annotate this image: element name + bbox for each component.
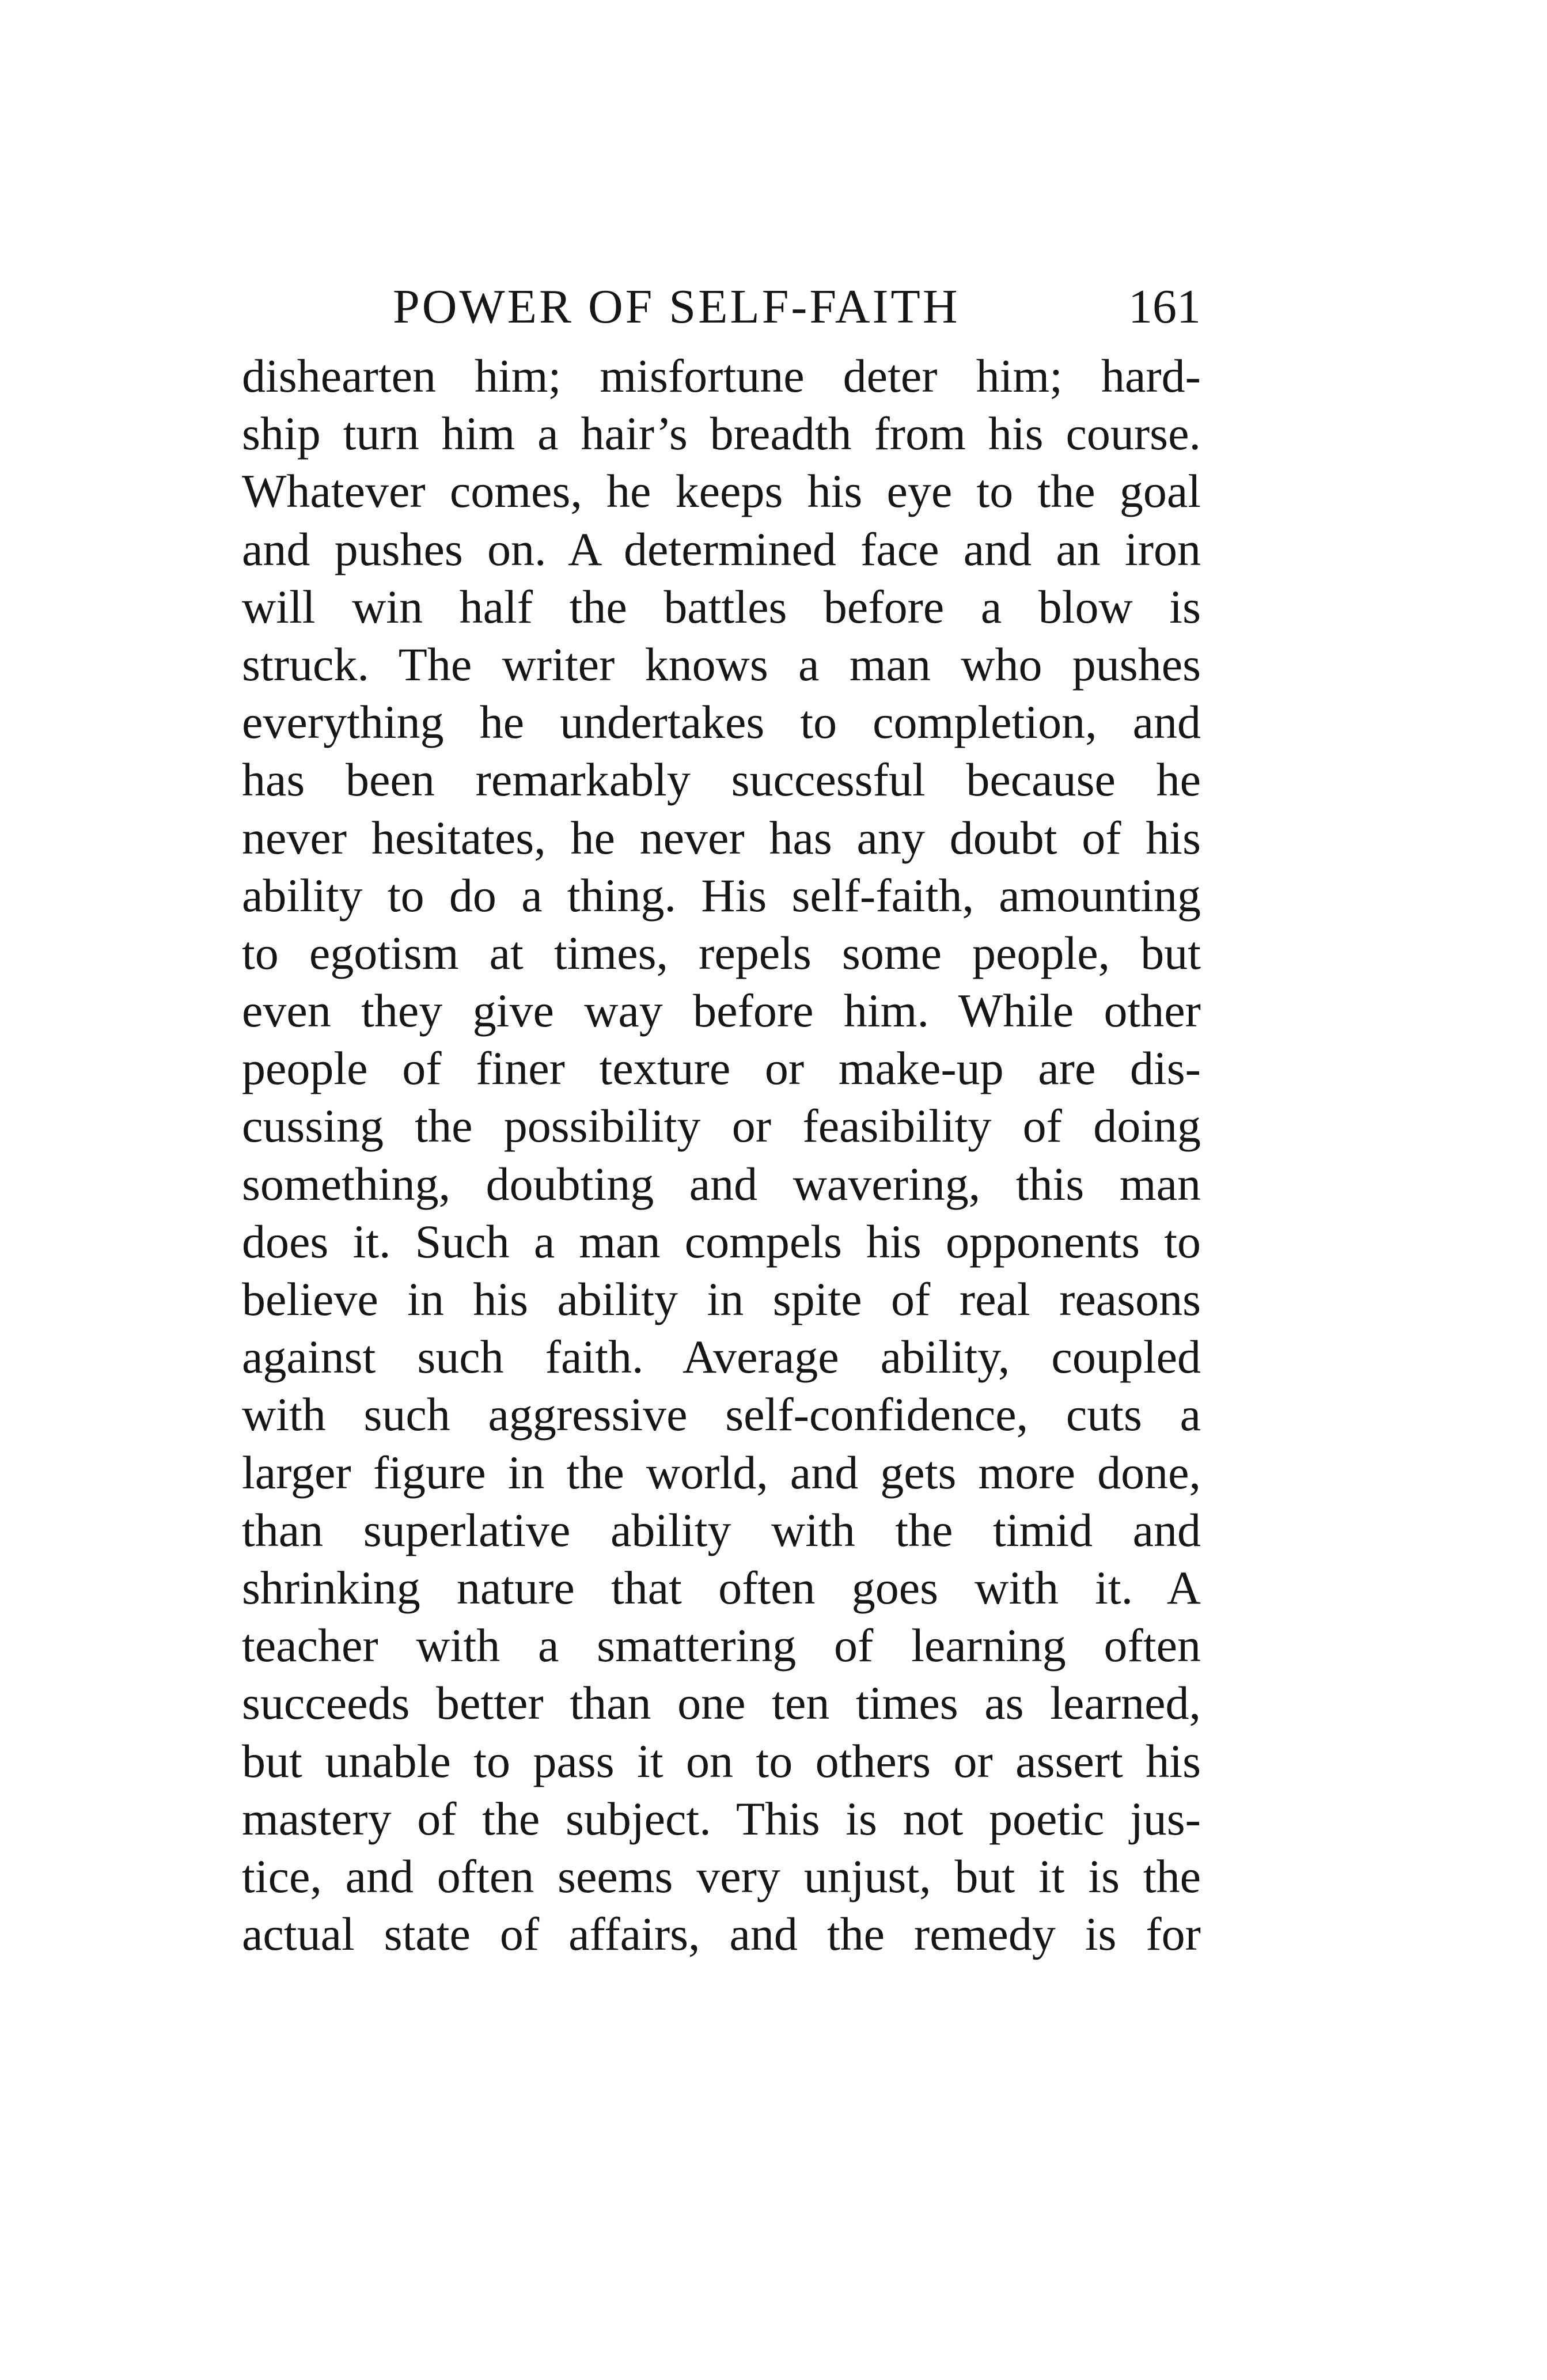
text-line: dishearten him; misfortune deter him; hard-: [242, 350, 1201, 402]
text-line: actual state of affairs, and the remedy is for: [242, 1908, 1201, 1961]
text-line: everything he undertakes to completion, and: [242, 696, 1201, 749]
text-line: mastery of the subject. This is not poetic jus-: [242, 1792, 1201, 1845]
text-line: has been remarkably successful because he: [242, 753, 1201, 806]
text-line: succeeds better than one ten times as learned,: [242, 1677, 1201, 1730]
text-line: with such aggressive self-confidence, cuts a: [242, 1388, 1201, 1441]
text-line: ability to do a thing. His self-faith, amounting: [242, 869, 1201, 922]
text-line: something, doubting and wavering, this man: [242, 1157, 1201, 1210]
text-line: shrinking nature that often goes with it. A: [242, 1561, 1201, 1614]
text-line: people of finer texture or make-up are dis-: [242, 1042, 1201, 1095]
text-line: even they give way before him. While other: [242, 984, 1201, 1037]
text-line: never hesitates, he never has any doubt of his: [242, 811, 1201, 864]
text-line: but unable to pass it on to others or assert his: [242, 1734, 1201, 1787]
text-line: against such faith. Average ability, coupled: [242, 1331, 1201, 1384]
text-line: believe in his ability in spite of real reasons: [242, 1273, 1201, 1325]
text-line: ship turn him a hair’s breadth from his course.: [242, 407, 1201, 460]
text-line: larger figure in the world, and gets more done,: [242, 1446, 1201, 1499]
text-line: Whatever comes, he keeps his eye to the goal: [242, 465, 1201, 518]
running-head: [242, 275, 1201, 339]
body-text: [242, 347, 1201, 1963]
text-line: teacher with a smattering of learning often: [242, 1619, 1201, 1672]
text-line: will win half the battles before a blow is: [242, 580, 1201, 633]
text-line: and pushes on. A determined face and an iron: [242, 522, 1201, 575]
text-line: struck. The writer knows a man who pushes: [242, 638, 1201, 691]
text-line: than superlative ability with the timid and: [242, 1503, 1201, 1556]
text-line: cussing the possibility or feasibility of doing: [242, 1100, 1201, 1153]
text-line: to egotism at times, repels some people, but: [242, 926, 1201, 979]
running-title: POWER OF SELF-FAITH: [393, 280, 960, 333]
page-number: 161: [1128, 280, 1201, 333]
text-line: does it. Such a man compels his opponents to: [242, 1215, 1201, 1268]
text-line: tice, and often seems very unjust, but it is the: [242, 1850, 1201, 1903]
